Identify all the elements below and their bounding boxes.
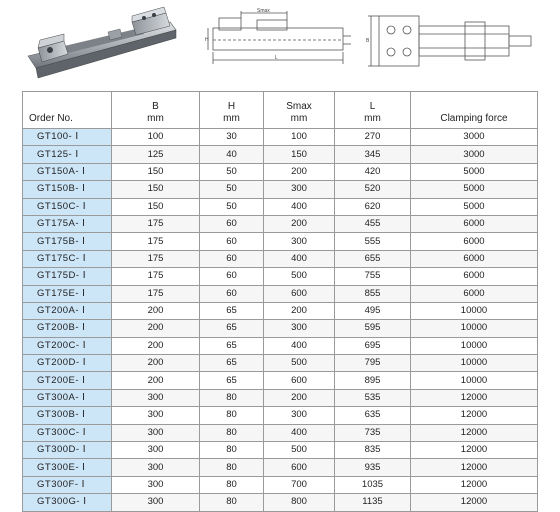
b-dimension-label: B bbox=[366, 38, 370, 44]
h-cell: 40 bbox=[200, 146, 264, 163]
l-cell: 735 bbox=[335, 424, 411, 441]
l-cell: 655 bbox=[335, 250, 411, 267]
order-no-cell: GT300B- Ⅰ bbox=[23, 407, 112, 424]
h-cell: 65 bbox=[200, 337, 264, 354]
clamping-force-cell: 12000 bbox=[411, 494, 538, 511]
order-no-cell: GT175E- Ⅰ bbox=[23, 285, 112, 302]
b-cell: 300 bbox=[112, 494, 200, 511]
table-row bbox=[23, 181, 538, 198]
b-cell: 200 bbox=[112, 337, 200, 354]
clamping-force-cell: 12000 bbox=[411, 442, 538, 459]
l-cell: 755 bbox=[335, 268, 411, 285]
l-cell: 520 bbox=[335, 181, 411, 198]
b-cell: 150 bbox=[112, 198, 200, 215]
clamping-force-cell: 5000 bbox=[411, 163, 538, 180]
smax-cell: 500 bbox=[264, 355, 335, 372]
order-no-cell: GT300G- Ⅰ bbox=[23, 494, 112, 511]
b-cell: 300 bbox=[112, 424, 200, 441]
table-row bbox=[23, 337, 538, 354]
clamping-force-cell: 6000 bbox=[411, 285, 538, 302]
l-cell: 345 bbox=[335, 146, 411, 163]
smax-cell: 400 bbox=[264, 250, 335, 267]
table-row bbox=[23, 372, 538, 389]
h-cell: 60 bbox=[200, 250, 264, 267]
l-cell: 270 bbox=[335, 129, 411, 146]
h-cell: 50 bbox=[200, 181, 264, 198]
l-cell: 420 bbox=[335, 163, 411, 180]
h-cell: 60 bbox=[200, 268, 264, 285]
header-order-no: Order No. bbox=[23, 92, 112, 129]
clamping-force-cell: 12000 bbox=[411, 389, 538, 406]
clamping-force-cell: 6000 bbox=[411, 268, 538, 285]
order-no-cell: GT175A- Ⅰ bbox=[23, 215, 112, 232]
l-cell: 895 bbox=[335, 372, 411, 389]
l-cell: 1135 bbox=[335, 494, 411, 511]
clamping-force-cell: 10000 bbox=[411, 337, 538, 354]
h-cell: 65 bbox=[200, 355, 264, 372]
smax-cell: 400 bbox=[264, 198, 335, 215]
smax-cell: 500 bbox=[264, 268, 335, 285]
smax-cell: 200 bbox=[264, 389, 335, 406]
l-dimension-label: L bbox=[275, 55, 278, 61]
b-cell: 175 bbox=[112, 215, 200, 232]
clamping-force-cell: 12000 bbox=[411, 407, 538, 424]
top-view-drawing bbox=[365, 8, 540, 74]
l-cell: 620 bbox=[335, 198, 411, 215]
l-cell: 795 bbox=[335, 355, 411, 372]
b-cell: 300 bbox=[112, 476, 200, 493]
order-no-cell: GT300E- Ⅰ bbox=[23, 459, 112, 476]
h-cell: 50 bbox=[200, 198, 264, 215]
header-b: B mm bbox=[112, 92, 200, 129]
h-cell: 80 bbox=[200, 442, 264, 459]
h-cell: 65 bbox=[200, 302, 264, 319]
header-smax: Smax mm bbox=[264, 92, 335, 129]
smax-cell: 800 bbox=[264, 494, 335, 511]
table-row bbox=[23, 459, 538, 476]
b-cell: 175 bbox=[112, 250, 200, 267]
vise-photo bbox=[20, 4, 180, 84]
order-no-cell: GT300A- Ⅰ bbox=[23, 389, 112, 406]
h-cell: 60 bbox=[200, 233, 264, 250]
l-cell: 695 bbox=[335, 337, 411, 354]
smax-cell: 300 bbox=[264, 233, 335, 250]
smax-cell: 300 bbox=[264, 407, 335, 424]
clamping-force-cell: 5000 bbox=[411, 198, 538, 215]
smax-cell: 600 bbox=[264, 285, 335, 302]
h-cell: 80 bbox=[200, 476, 264, 493]
h-cell: 80 bbox=[200, 494, 264, 511]
table-row bbox=[23, 302, 538, 319]
h-cell: 65 bbox=[200, 320, 264, 337]
h-cell: 60 bbox=[200, 215, 264, 232]
order-no-cell: GT150B- Ⅰ bbox=[23, 181, 112, 198]
header-h: H mm bbox=[200, 92, 264, 129]
smax-cell: 400 bbox=[264, 424, 335, 441]
clamping-force-cell: 10000 bbox=[411, 372, 538, 389]
b-cell: 200 bbox=[112, 372, 200, 389]
h-cell: 80 bbox=[200, 424, 264, 441]
order-no-cell: GT125- Ⅰ bbox=[23, 146, 112, 163]
order-no-cell: GT150C- Ⅰ bbox=[23, 198, 112, 215]
smax-cell: 700 bbox=[264, 476, 335, 493]
table-row bbox=[23, 268, 538, 285]
table-row bbox=[23, 355, 538, 372]
clamping-force-cell: 6000 bbox=[411, 250, 538, 267]
l-cell: 1035 bbox=[335, 476, 411, 493]
clamping-force-cell: 12000 bbox=[411, 476, 538, 493]
order-no-cell: GT300F- Ⅰ bbox=[23, 476, 112, 493]
order-no-cell: GT200C- Ⅰ bbox=[23, 337, 112, 354]
clamping-force-cell: 3000 bbox=[411, 129, 538, 146]
clamping-force-cell: 3000 bbox=[411, 146, 538, 163]
table-row bbox=[23, 407, 538, 424]
order-no-cell: GT150A- Ⅰ bbox=[23, 163, 112, 180]
table-row bbox=[23, 320, 538, 337]
order-no-cell: GT175D- Ⅰ bbox=[23, 268, 112, 285]
b-cell: 150 bbox=[112, 181, 200, 198]
table-row bbox=[23, 163, 538, 180]
smax-cell: 300 bbox=[264, 181, 335, 198]
clamping-force-cell: 10000 bbox=[411, 302, 538, 319]
order-no-cell: GT200B- Ⅰ bbox=[23, 320, 112, 337]
l-cell: 595 bbox=[335, 320, 411, 337]
table-row bbox=[23, 285, 538, 302]
clamping-force-cell: 12000 bbox=[411, 459, 538, 476]
table-body bbox=[23, 129, 538, 512]
b-cell: 200 bbox=[112, 302, 200, 319]
smax-cell: 400 bbox=[264, 337, 335, 354]
table-row bbox=[23, 442, 538, 459]
table-row bbox=[23, 233, 538, 250]
smax-cell: 600 bbox=[264, 372, 335, 389]
h-cell: 30 bbox=[200, 129, 264, 146]
l-cell: 835 bbox=[335, 442, 411, 459]
smax-cell: 600 bbox=[264, 459, 335, 476]
table-row bbox=[23, 198, 538, 215]
clamping-force-cell: 12000 bbox=[411, 424, 538, 441]
table-row bbox=[23, 424, 538, 441]
specification-table bbox=[22, 91, 538, 512]
header-illustrations bbox=[0, 0, 560, 88]
order-no-cell: GT200D- Ⅰ bbox=[23, 355, 112, 372]
smax-cell: 100 bbox=[264, 129, 335, 146]
header-clamping-force: Clamping force bbox=[411, 92, 538, 129]
b-cell: 300 bbox=[112, 459, 200, 476]
l-cell: 555 bbox=[335, 233, 411, 250]
b-cell: 300 bbox=[112, 389, 200, 406]
clamping-force-cell: 6000 bbox=[411, 233, 538, 250]
header-l: L mm bbox=[335, 92, 411, 129]
order-no-cell: GT175B- Ⅰ bbox=[23, 233, 112, 250]
order-no-cell: GT200E- Ⅰ bbox=[23, 372, 112, 389]
b-cell: 300 bbox=[112, 407, 200, 424]
l-cell: 635 bbox=[335, 407, 411, 424]
h-cell: 80 bbox=[200, 407, 264, 424]
l-cell: 455 bbox=[335, 215, 411, 232]
clamping-force-cell: 5000 bbox=[411, 181, 538, 198]
smax-cell: 200 bbox=[264, 302, 335, 319]
smax-cell: 150 bbox=[264, 146, 335, 163]
table-row bbox=[23, 215, 538, 232]
clamping-force-cell: 6000 bbox=[411, 215, 538, 232]
table-row bbox=[23, 476, 538, 493]
b-cell: 100 bbox=[112, 129, 200, 146]
table-header-row bbox=[23, 92, 538, 129]
table-row bbox=[23, 146, 538, 163]
table-row bbox=[23, 250, 538, 267]
smax-cell: 500 bbox=[264, 442, 335, 459]
h-cell: 50 bbox=[200, 163, 264, 180]
l-cell: 495 bbox=[335, 302, 411, 319]
smax-cell: 300 bbox=[264, 320, 335, 337]
table-row bbox=[23, 389, 538, 406]
clamping-force-cell: 10000 bbox=[411, 320, 538, 337]
order-no-cell: GT300D- Ⅰ bbox=[23, 442, 112, 459]
h-cell: 65 bbox=[200, 372, 264, 389]
order-no-cell: GT200A- Ⅰ bbox=[23, 302, 112, 319]
b-cell: 200 bbox=[112, 320, 200, 337]
order-no-cell: GT175C- Ⅰ bbox=[23, 250, 112, 267]
smax-cell: 200 bbox=[264, 215, 335, 232]
l-cell: 855 bbox=[335, 285, 411, 302]
order-no-cell: GT300C- Ⅰ bbox=[23, 424, 112, 441]
b-cell: 150 bbox=[112, 163, 200, 180]
l-cell: 535 bbox=[335, 389, 411, 406]
b-cell: 300 bbox=[112, 442, 200, 459]
h-cell: 60 bbox=[200, 285, 264, 302]
b-cell: 175 bbox=[112, 268, 200, 285]
b-cell: 125 bbox=[112, 146, 200, 163]
b-cell: 175 bbox=[112, 233, 200, 250]
h-dimension-label: H bbox=[205, 37, 209, 43]
order-no-cell: GT100- Ⅰ bbox=[23, 129, 112, 146]
l-cell: 935 bbox=[335, 459, 411, 476]
table-row bbox=[23, 494, 538, 511]
b-cell: 175 bbox=[112, 285, 200, 302]
h-cell: 80 bbox=[200, 389, 264, 406]
clamping-force-cell: 10000 bbox=[411, 355, 538, 372]
smax-cell: 200 bbox=[264, 163, 335, 180]
b-cell: 200 bbox=[112, 355, 200, 372]
smax-dimension-label: Smax bbox=[257, 8, 270, 14]
side-view-drawing bbox=[205, 8, 355, 74]
h-cell: 80 bbox=[200, 459, 264, 476]
table-row bbox=[23, 129, 538, 146]
